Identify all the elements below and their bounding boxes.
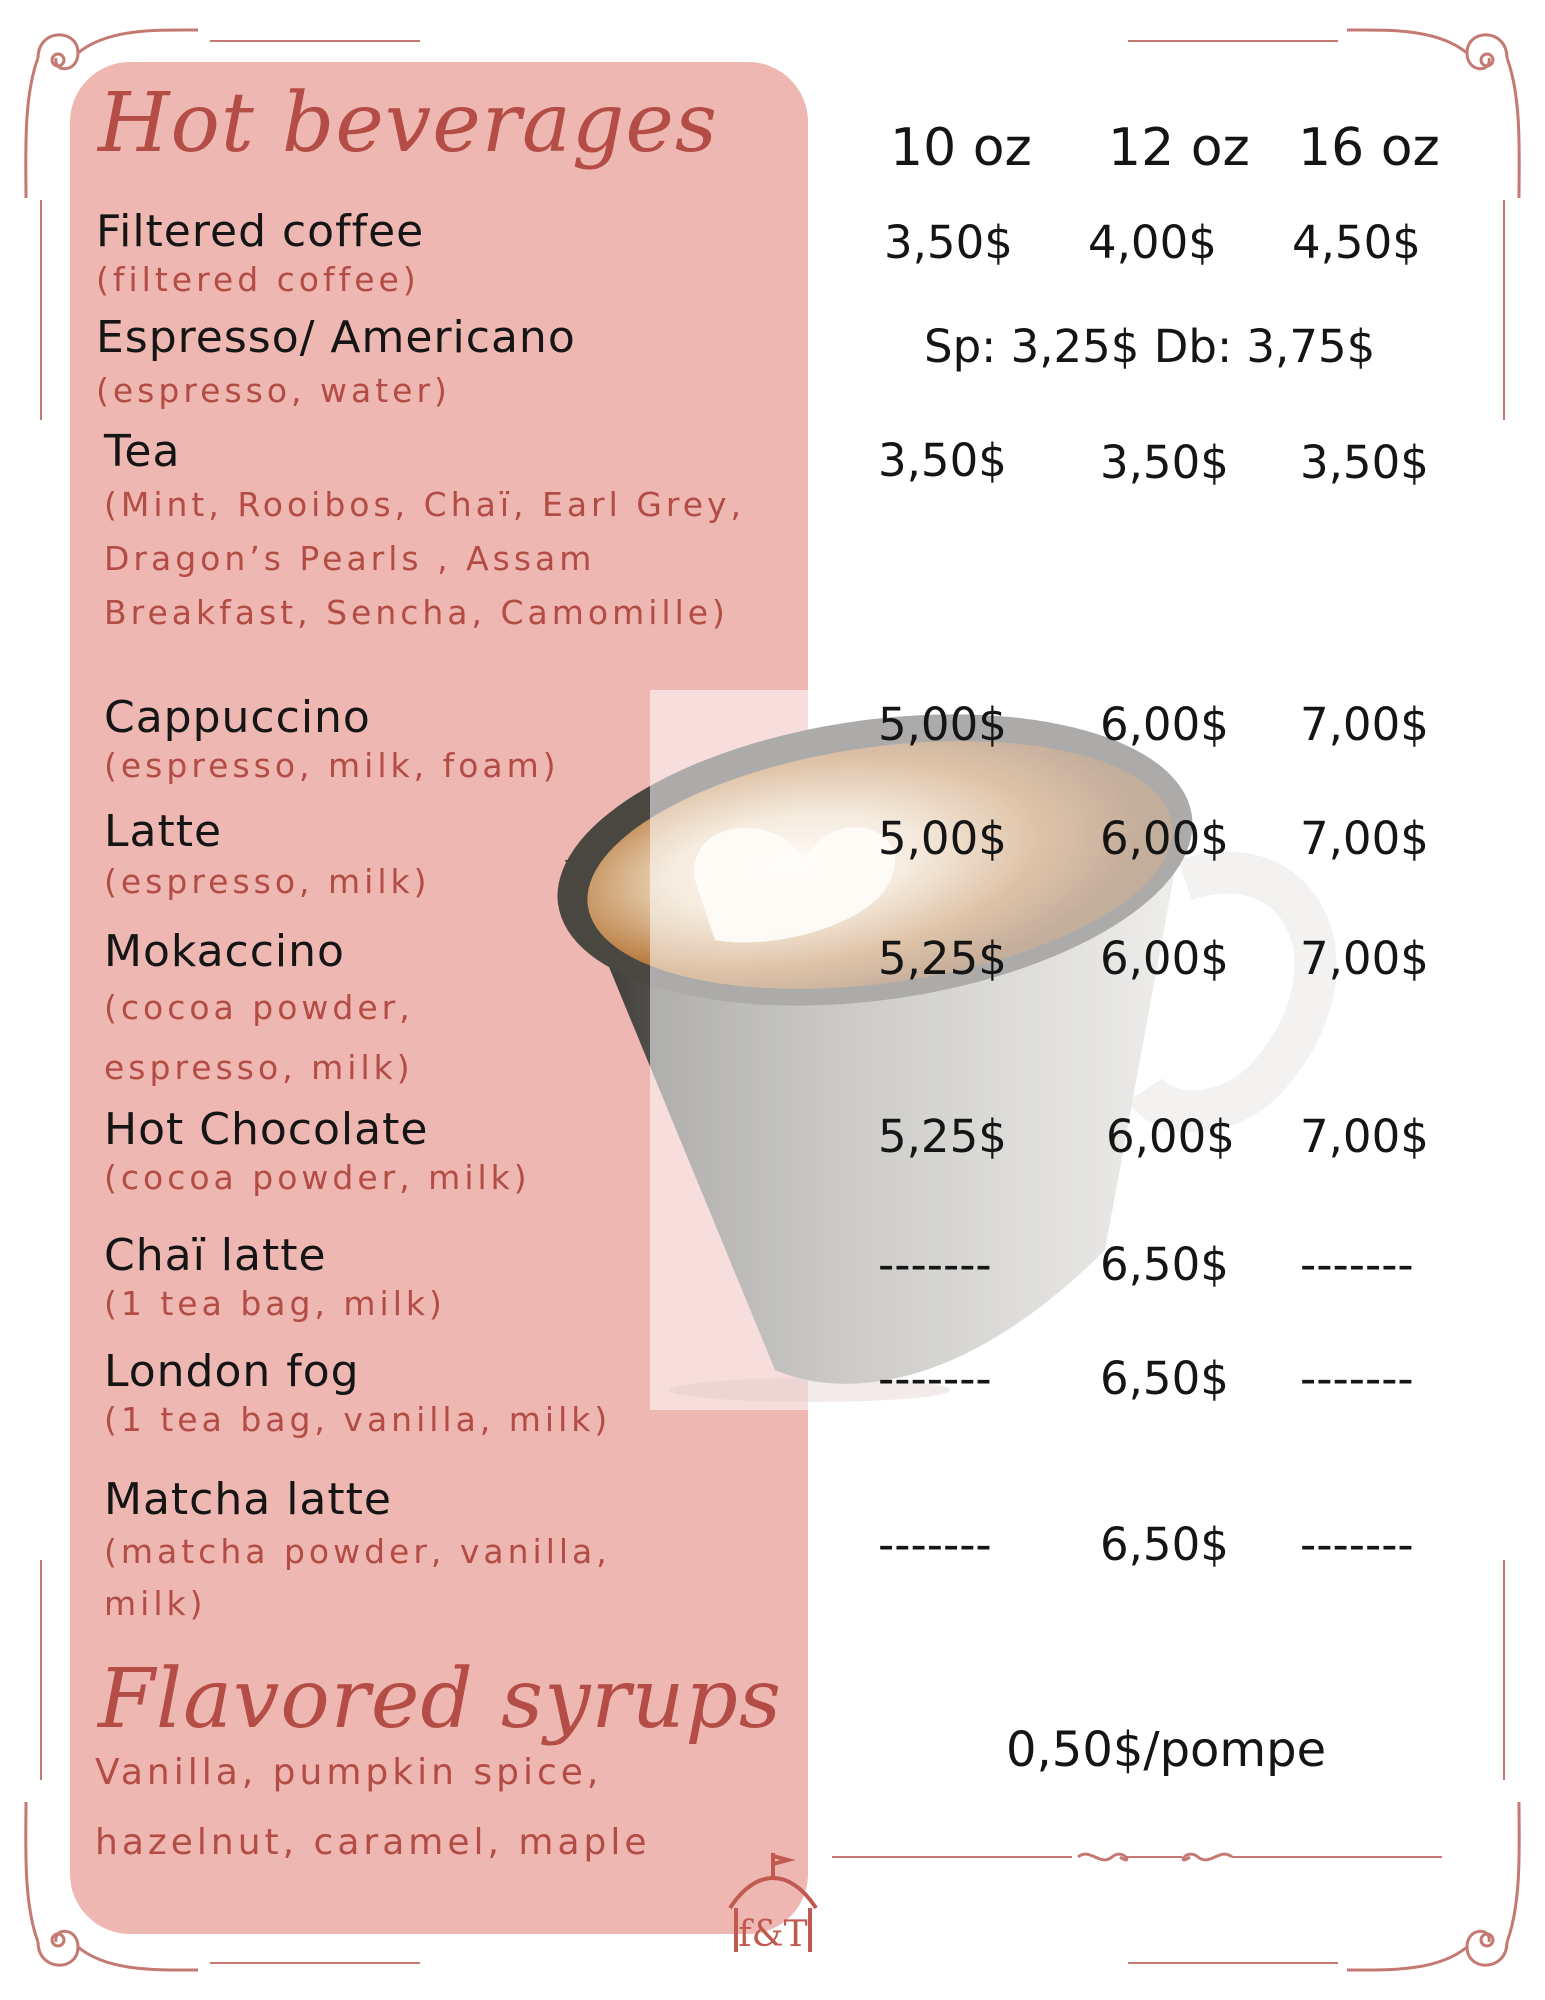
item-name: Cappuccino — [104, 692, 371, 743]
item-desc: (espresso, milk, foam) — [104, 746, 560, 785]
item-desc: (cocoa powder, espresso, milk) — [104, 988, 414, 1087]
size-12oz: 12 oz — [1108, 118, 1250, 178]
item-name: Matcha latte — [104, 1474, 392, 1525]
divider-ornament — [1070, 1842, 1240, 1872]
item-desc: (Mint, Rooibos, Chaï, Earl Grey, Dragon’s Pearls , Assam Breakfast, Sencha, Camomille) — [104, 485, 746, 632]
price-chai-10oz: ------- — [878, 1238, 992, 1291]
frame-line-bottom-right — [1128, 1962, 1338, 1964]
item-desc: (cocoa powder, milk) — [104, 1158, 531, 1197]
item-desc: (espresso, water) — [96, 371, 451, 410]
price-filtered-12oz: 4,00$ — [1088, 216, 1217, 269]
item-name: Latte — [104, 806, 223, 857]
item-hot-chocolate — [104, 1104, 804, 1200]
hot-beverages-title: Hot beverages — [98, 76, 718, 171]
corner-ornament-bottom-right — [1327, 1782, 1527, 1982]
item-cappuccino — [104, 692, 804, 788]
price-london-16oz: ------- — [1300, 1352, 1414, 1405]
price-london-10oz: ------- — [878, 1352, 992, 1405]
price-mokaccino-12oz: 6,00$ — [1100, 932, 1229, 985]
price-matcha-16oz: ------- — [1300, 1518, 1414, 1571]
logo-text: f&T — [738, 1914, 808, 1955]
item-desc: (espresso, milk) — [104, 862, 431, 901]
price-tea-16oz: 3,50$ — [1300, 436, 1429, 489]
item-matcha-latte — [104, 1474, 724, 1630]
bottom-divider-right — [1232, 1856, 1442, 1858]
frame-line-right-bottom — [1503, 1560, 1505, 1780]
bottom-divider-left — [832, 1856, 1072, 1858]
price-espresso: Sp: 3,25$ Db: 3,75$ — [924, 320, 1376, 373]
price-tea-12oz: 3,50$ — [1100, 436, 1229, 489]
item-chai-latte — [104, 1230, 804, 1326]
item-name: London fog — [104, 1346, 360, 1397]
price-filtered-16oz: 4,50$ — [1292, 216, 1421, 269]
item-desc: (matcha powder, vanilla, milk) — [104, 1532, 611, 1623]
price-matcha-10oz: ------- — [878, 1518, 992, 1571]
cafe-logo — [718, 1848, 828, 1958]
frame-line-left-bottom — [40, 1560, 42, 1780]
frame-line-bottom-left — [210, 1962, 420, 1964]
price-london-12oz: 6,50$ — [1100, 1352, 1229, 1405]
item-desc: (1 tea bag, milk) — [104, 1284, 446, 1323]
item-latte — [104, 806, 804, 906]
item-desc: (1 tea bag, vanilla, milk) — [104, 1400, 612, 1439]
price-chai-12oz: 6,50$ — [1100, 1238, 1229, 1291]
price-hotchoc-16oz: 7,00$ — [1300, 1110, 1429, 1163]
item-tea — [104, 426, 804, 640]
frame-line-right-top — [1503, 200, 1505, 420]
price-cappuccino-16oz: 7,00$ — [1300, 698, 1429, 751]
item-name: Espresso/ Americano — [96, 312, 576, 363]
price-filtered-10oz: 3,50$ — [884, 216, 1013, 269]
price-cappuccino-12oz: 6,00$ — [1100, 698, 1229, 751]
price-hotchoc-12oz: 6,00$ — [1106, 1110, 1235, 1163]
syrups-list: Vanilla, pumpkin spice, hazelnut, caramel, maple — [95, 1752, 651, 1863]
price-cappuccino-10oz: 5,00$ — [878, 698, 1007, 751]
price-latte-12oz: 6,00$ — [1100, 812, 1229, 865]
price-hotchoc-10oz: 5,25$ — [878, 1110, 1007, 1163]
flavored-syrups-title: Flavored syrups — [98, 1652, 782, 1747]
price-matcha-12oz: 6,50$ — [1100, 1518, 1229, 1571]
item-espresso-americano — [96, 312, 796, 418]
size-10oz: 10 oz — [890, 118, 1032, 178]
size-16oz: 16 oz — [1298, 118, 1440, 178]
item-filtered-coffee — [96, 206, 796, 302]
frame-line-left-top — [40, 200, 42, 420]
price-tea-10oz: 3,50$ — [878, 434, 1007, 487]
item-name: Mokaccino — [104, 926, 345, 977]
syrup-price: 0,50$/pompe — [1006, 1722, 1327, 1778]
item-desc: (filtered coffee) — [96, 260, 420, 299]
item-name: Chaï latte — [104, 1230, 327, 1281]
item-london-fog — [104, 1346, 804, 1442]
price-mokaccino-10oz: 5,25$ — [878, 932, 1007, 985]
price-mokaccino-16oz: 7,00$ — [1300, 932, 1429, 985]
item-name: Filtered coffee — [96, 206, 425, 257]
price-latte-16oz: 7,00$ — [1300, 812, 1429, 865]
item-name: Tea — [104, 426, 181, 477]
item-mokaccino — [104, 926, 504, 1098]
item-name: Hot Chocolate — [104, 1104, 429, 1155]
price-chai-16oz: ------- — [1300, 1238, 1414, 1291]
frame-line-top-left — [210, 40, 420, 42]
price-latte-10oz: 5,00$ — [878, 812, 1007, 865]
frame-line-top-right — [1128, 40, 1338, 42]
